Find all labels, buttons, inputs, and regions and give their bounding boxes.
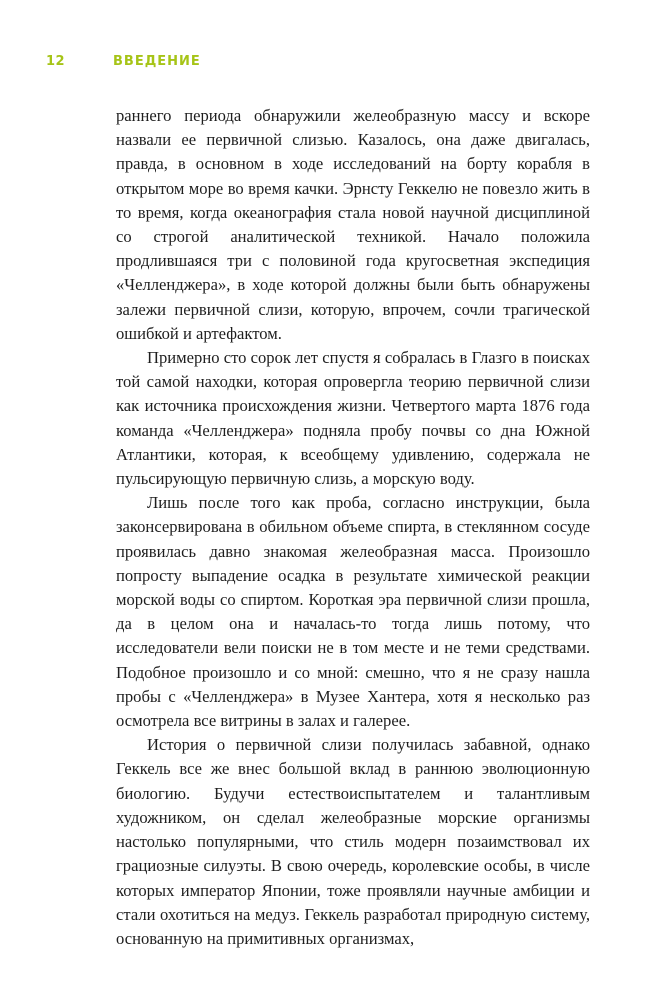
running-header bbox=[46, 54, 606, 74]
body-text bbox=[116, 104, 590, 951]
page-number: 12 bbox=[46, 54, 66, 69]
paragraph: раннего периода обнаружили желеобразную массу и вскоре назвали ее первичной слизью. Казалось, она даже двигалась, правда, в основном в ходе исследований на борту корабля в открытом море во время качки. Эрнсту Геккелю не повезло жить в то время, когда океанография стала новой научной дисциплиной со строгой аналитической техникой. Начало положила продлившаяся три с половиной года кругосветная экспедиция «Челленджера», в ходе которой должны были быть обнаружены залежи первичной слизи, которую, впрочем, сочли трагической ошибкой и артефактом. bbox=[116, 106, 590, 343]
paragraph: Примерно сто сорок лет спустя я собралась в Глазго в поисках той самой находки, которая опровергла теорию первичной слизи как источника происхождения жизни. Четвертого марта 1876 года команда «Челленджера» подняла пробу почвы со дна Южной Атлантики, которая, к всеобщему удивлению, содержала не пульсирующую первичную слизь, а морскую воду. bbox=[116, 348, 590, 489]
paragraph: История о первичной слизи получилась забавной, однако Геккель все же внес большой вклад в раннюю эволюционную биологию. Будучи естествоиспытателем и талантливым художником, он сделал желеобразные морские организмы настолько популярными, что стиль модерн позаимствовал их грациозные силуэты. В свою очередь, королевские особы, в числе которых император Японии, тоже проявляли научные амбиции и стали охотиться на медуз. Геккель разработал природную систему, основанную на примитивных организмах, bbox=[116, 735, 590, 948]
section-title: ВВЕДЕНИЕ bbox=[113, 54, 201, 69]
paragraph: Лишь после того как проба, согласно инструкции, была законсервирована в обильном объеме спирта, в стеклянном сосуде проявилась давно знакомая желеобразная масса. Произошло попросту выпадение осадка в результате химической реакции морской воды со спиртом. Короткая эра первичной слизи прошла, да в целом она и началась-то тогда лишь потому, что исследователи вели поиски не в том месте и не теми средствами. Подобное произошло и со мной: смешно, что я не сразу нашла пробы с «Челленджера» в Музее Хантера, хотя я несколько раз осмотрела все витрины в залах и галерее. bbox=[116, 493, 590, 731]
